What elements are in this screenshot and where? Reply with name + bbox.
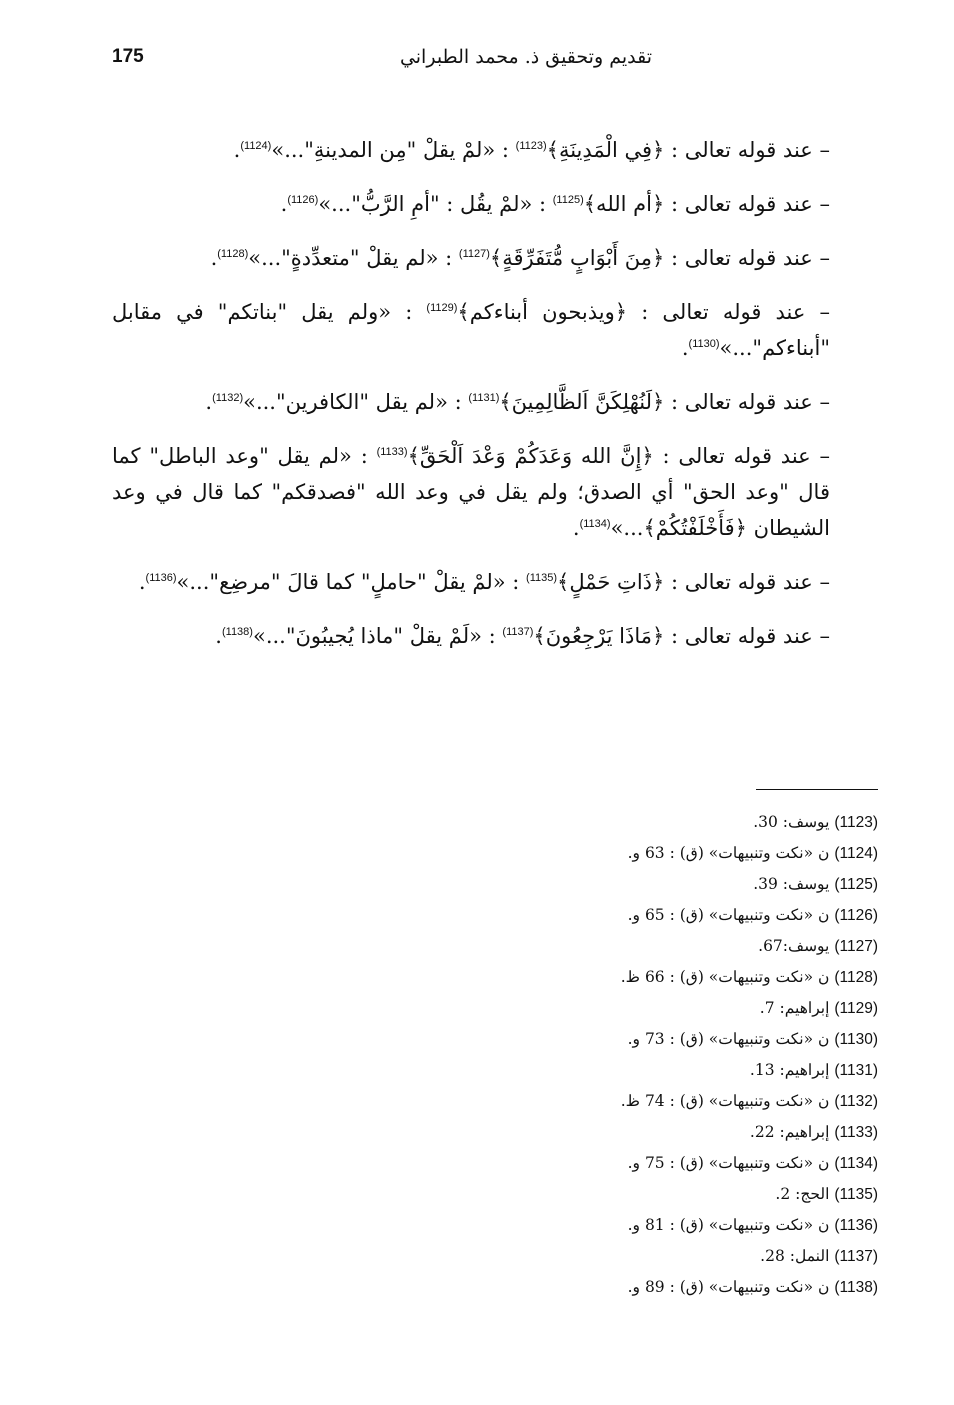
entry-end: . xyxy=(681,336,689,360)
footnote-number: (1128) xyxy=(834,969,878,986)
page-number: 175 xyxy=(112,46,144,67)
footnote-number: (1137) xyxy=(834,1248,878,1265)
footnote xyxy=(518,838,878,869)
entry-comment: : «لم يقلْ "متعدِّدةٍ"...» xyxy=(248,246,459,270)
footnote-text: ن «نكت وتنبيهات» (ق) : 74 ظ. xyxy=(620,1092,835,1110)
footnote xyxy=(518,1241,878,1272)
entry-lead: – عند قوله تعالى : xyxy=(653,444,830,468)
footnote-text: ن «نكت وتنبيهات» (ق) : 75 و. xyxy=(627,1154,835,1172)
footnote-text: النمل: 28. xyxy=(760,1247,835,1265)
footnote-number: (1134) xyxy=(834,1155,878,1172)
footnote-number: (1130) xyxy=(834,1031,878,1048)
entry-lead: – عند قوله تعالى : xyxy=(664,390,830,414)
footnote-number: (1129) xyxy=(834,1000,878,1017)
entry-end: . xyxy=(138,570,146,594)
footnote xyxy=(518,1117,878,1148)
entry-comment: : «لم يقل "الكافرين"...» xyxy=(243,390,469,414)
entry-lead: – عند قوله تعالى : xyxy=(664,624,830,648)
entry-lead: – عند قوله تعالى : xyxy=(627,300,830,324)
footnote-ref: (1127) xyxy=(458,248,490,260)
footnote-text: ن «نكت وتنبيهات» (ق) : 81 و. xyxy=(627,1216,835,1234)
commentary-entry xyxy=(112,564,830,600)
commentary-entry xyxy=(112,132,830,168)
main-text xyxy=(112,132,830,672)
footnote-text: إبراهيم: 22. xyxy=(749,1123,835,1141)
footnote-ref: (1125) xyxy=(552,194,584,206)
quran-verse: ﴿لَنُهْلِكَنَّ اَلظَّالِمِينَ﴾ xyxy=(499,390,665,414)
footnote-text: ن «نكت وتنبيهات» (ق) : 66 ظ. xyxy=(620,968,835,986)
footnote-ref: (1128) xyxy=(217,248,249,260)
footnote xyxy=(518,1148,878,1179)
commentary-entry xyxy=(112,618,830,654)
footnote xyxy=(518,807,878,838)
footnote-number: (1135) xyxy=(834,1186,878,1203)
entry-comment: : «لمْ يقُل : "أمِ الرَّبُّ"...» xyxy=(318,192,553,216)
footnote-ref: (1131) xyxy=(468,392,500,404)
footnote-ref: (1133) xyxy=(376,446,408,458)
footnotes xyxy=(518,807,878,1303)
quran-verse: ﴿إِنَّ الله وَعَدَكُمْ وَعْدَ اَلْحَقِّ﴾ xyxy=(407,444,654,468)
entry-comment: : «لمْ يقلْ "حاملٍ" كما قالَ "مرضِع"...» xyxy=(176,570,527,594)
commentary-entry xyxy=(112,438,830,546)
footnote-number: (1125) xyxy=(834,876,878,893)
footnote-number: (1126) xyxy=(834,907,878,924)
footnote-ref: (1138) xyxy=(221,626,253,638)
footnote xyxy=(518,1272,878,1303)
footnote xyxy=(518,962,878,993)
footnote xyxy=(518,993,878,1024)
footnote-ref: (1124) xyxy=(240,140,272,152)
quran-verse: ﴿فِي الْمَدِينَةِ﴾ xyxy=(546,138,665,162)
footnote-number: (1138) xyxy=(834,1279,878,1296)
footnote-ref: (1134) xyxy=(579,518,611,530)
entry-end: . xyxy=(280,192,288,216)
entry-end: . xyxy=(233,138,241,162)
quran-verse: ﴿ذَاتِ حَمْلٍ﴾ xyxy=(557,570,665,594)
footnote-text: الحج: 2. xyxy=(775,1185,835,1203)
footnote-separator xyxy=(756,789,878,790)
entry-lead: – عند قوله تعالى : xyxy=(664,246,830,270)
footnote xyxy=(518,1024,878,1055)
footnote-ref: (1129) xyxy=(426,302,458,314)
entry-lead: – عند قوله تعالى : xyxy=(664,192,830,216)
quran-verse: ﴿ويذبحون أبناءكم﴾ xyxy=(457,300,628,324)
footnote-text: إبراهيم: 7. xyxy=(759,999,835,1017)
footnote-text: يوسف: 30. xyxy=(753,813,835,831)
entry-comment: : «ولم يقل "بناتكم" في مقابل "أبناءكم"...» xyxy=(112,300,830,360)
footnote xyxy=(518,1055,878,1086)
commentary-entry xyxy=(112,384,830,420)
footnote-ref: (1132) xyxy=(212,392,244,404)
footnote-text: ن «نكت وتنبيهات» (ق) : 65 و. xyxy=(627,906,835,924)
footnote-number: (1136) xyxy=(834,1217,878,1234)
entry-lead: – عند قوله تعالى : xyxy=(664,138,830,162)
entry-end: . xyxy=(210,246,218,270)
footnote-ref: (1126) xyxy=(287,194,319,206)
footnote xyxy=(518,1179,878,1210)
footnote xyxy=(518,1086,878,1117)
footnote-number: (1123) xyxy=(834,814,878,831)
footnote-text: ن «نكت وتنبيهات» (ق) : 89 و. xyxy=(627,1278,835,1296)
page-header xyxy=(112,46,862,86)
footnote-number: (1133) xyxy=(834,1124,878,1141)
footnote-ref: (1135) xyxy=(526,572,558,584)
footnote-text: ن «نكت وتنبيهات» (ق) : 73 و. xyxy=(627,1030,835,1048)
footnote-text: يوسف: 39. xyxy=(753,875,835,893)
entry-comment: : «لم يقل "وعد الباطل" كما قال "وعد الحق" أي الصدق؛ ولم يقل في وعد الله "فصدقكم" كما قال في وعد الشيطان ﴿فَأَخْلَفْتُكُمْ﴾...» xyxy=(112,444,830,540)
footnote-text: إبراهيم: 13. xyxy=(749,1061,835,1079)
entry-comment: : «لَمْ يقلْ "ماذا يُجيبُونَ"...» xyxy=(252,624,503,648)
footnote-number: (1132) xyxy=(834,1093,878,1110)
footnote-ref: (1136) xyxy=(145,572,177,584)
running-title: تقديم وتحقيق ذ. محمد الطبراني xyxy=(399,46,652,68)
entry-end: . xyxy=(205,390,213,414)
footnote xyxy=(518,869,878,900)
footnote-number: (1124) xyxy=(834,845,878,862)
footnote-text: يوسف:67. xyxy=(758,937,835,955)
commentary-entry xyxy=(112,294,830,366)
commentary-entry xyxy=(112,186,830,222)
footnote-number: (1131) xyxy=(834,1062,878,1079)
footnote xyxy=(518,931,878,962)
entry-end: . xyxy=(572,516,580,540)
quran-verse: ﴿مَاذَا يَرْجِعُونَ﴾ xyxy=(533,624,665,648)
footnote-ref: (1130) xyxy=(688,338,720,350)
entry-comment: : «لمْ يقلْ "مِن المدينةِ"...» xyxy=(271,138,516,162)
quran-verse: ﴿أم الله﴾ xyxy=(583,192,665,216)
footnote xyxy=(518,900,878,931)
footnote-text: ن «نكت وتنبيهات» (ق) : 63 و. xyxy=(627,844,835,862)
footnote-ref: (1137) xyxy=(502,626,534,638)
footnote-ref: (1123) xyxy=(515,140,547,152)
entry-lead: – عند قوله تعالى : xyxy=(664,570,830,594)
footnote-number: (1127) xyxy=(834,938,878,955)
commentary-entry xyxy=(112,240,830,276)
quran-verse: ﴿مِنَ أَبْوَابٍ مُّتَفَرِّقَةٍ﴾ xyxy=(489,246,665,270)
entry-end: . xyxy=(215,624,222,648)
footnote xyxy=(518,1210,878,1241)
